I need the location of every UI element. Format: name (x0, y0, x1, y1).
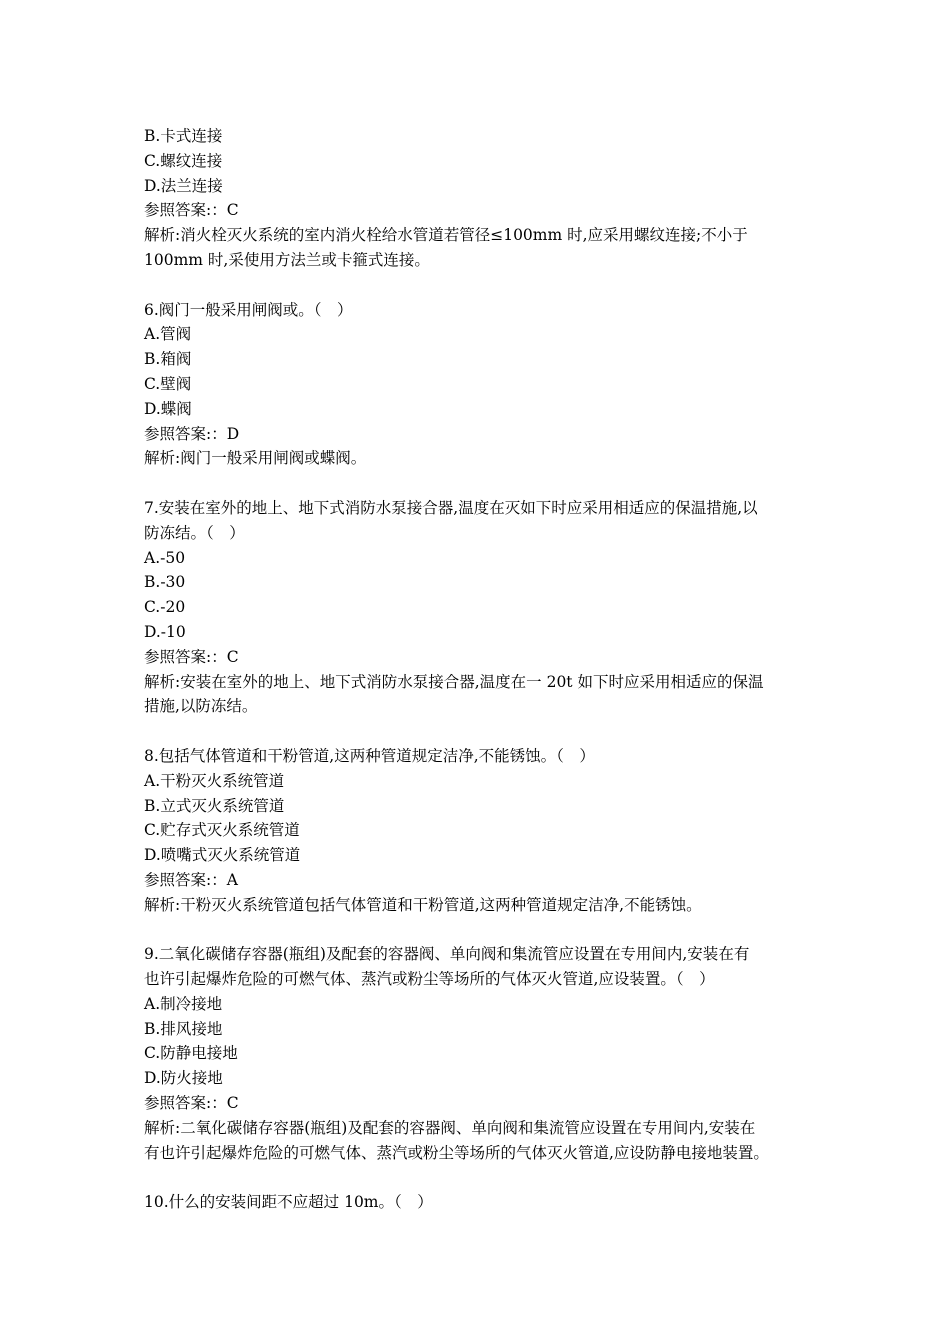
question-block-5-tail (144, 124, 814, 273)
blank-line (144, 471, 814, 496)
option-line: D.防火接地 (144, 1069, 223, 1088)
document-page (144, 124, 814, 1215)
question-block-7 (144, 496, 814, 719)
option-line: D.法兰连接 (144, 176, 223, 195)
question-text: 也许引起爆炸危险的可燃气体、蒸汽或粉尘等场所的气体灭火管道,应设装置。（ ） (144, 970, 715, 989)
option-line: C.螺纹连接 (144, 151, 223, 170)
analysis-line: 解析:阀门一般采用闸阀或蝶阀。 (144, 449, 367, 468)
answer-line: 参照答案:：D (144, 424, 240, 443)
analysis-line: 100mm 时,采使用方法兰或卡箍式连接。 (144, 250, 430, 269)
option-line: D.蝶阀 (144, 399, 192, 418)
analysis-line: 有也许引起爆炸危险的可燃气体、蒸汽或粉尘等场所的气体灭火管道,应设防静电接地装置。 (144, 1143, 769, 1162)
option-line: C.-20 (144, 598, 186, 617)
blank-line (144, 273, 814, 298)
blank-line (144, 1165, 814, 1190)
option-line: B.排风接地 (144, 1019, 223, 1038)
question-block-6 (144, 298, 814, 472)
question-text: 7.安装在室外的地上、地下式消防水泵接合器,温度在灭如下时应采用相适应的保温措施,以 (144, 498, 758, 517)
option-line: B.-30 (144, 573, 186, 592)
option-line: B.立式灭火系统管道 (144, 796, 285, 815)
option-line: D.喷嘴式灭火系统管道 (144, 846, 301, 865)
question-text: 9.二氧化碳储存容器(瓶组)及配套的容器阀、单向阀和集流管应设置在专用间内,安装在有 (144, 945, 750, 964)
question-text: 防冻结。（ ） (144, 523, 245, 542)
analysis-line: 解析:二氧化碳储存容器(瓶组)及配套的容器阀、单向阀和集流管应设置在专用间内,安装在 (144, 1118, 756, 1137)
question-block-10 (144, 1190, 814, 1215)
option-line: D.-10 (144, 622, 186, 641)
option-line: B.卡式连接 (144, 127, 223, 145)
option-line: B.箱阀 (144, 350, 192, 369)
answer-line: 参照答案:：C (144, 201, 239, 220)
analysis-line: 措施,以防冻结。 (144, 697, 258, 716)
question-text: 10.什么的安装间距不应超过 10m。（ ） (144, 1193, 433, 1212)
blank-line (144, 918, 814, 943)
blank-line (144, 719, 814, 744)
option-line: C.壁阀 (144, 374, 192, 393)
answer-line: 参照答案:：A (144, 870, 238, 889)
question-text: 6.阀门一般采用闸阀或。（ ） (144, 300, 353, 319)
answer-line: 参照答案:：C (144, 647, 239, 666)
analysis-line: 解析:安装在室外的地上、地下式消防水泵接合器,温度在一 20t 如下时应采用相适应的保温 (144, 672, 764, 691)
question-block-8 (144, 744, 814, 918)
question-text: 8.包括气体管道和干粉管道,这两种管道规定洁净,不能锈蚀。（ ） (144, 746, 595, 765)
option-line: C.防静电接地 (144, 1044, 238, 1063)
option-line: C.贮存式灭火系统管道 (144, 821, 300, 840)
option-line: A.-50 (144, 548, 186, 567)
option-line: A.干粉灭火系统管道 (144, 771, 285, 790)
answer-line: 参照答案:：C (144, 1094, 239, 1113)
option-line: A.制冷接地 (144, 994, 223, 1013)
analysis-line: 解析:干粉灭火系统管道包括气体管道和干粉管道,这两种管道规定洁净,不能锈蚀。 (144, 895, 702, 914)
question-block-9 (144, 942, 814, 1165)
analysis-line: 解析:消火栓灭火系统的室内消火栓给水管道若管径≤100mm 时,应采用螺纹连接;不小于 (144, 226, 748, 245)
option-line: A.管阀 (144, 325, 192, 344)
